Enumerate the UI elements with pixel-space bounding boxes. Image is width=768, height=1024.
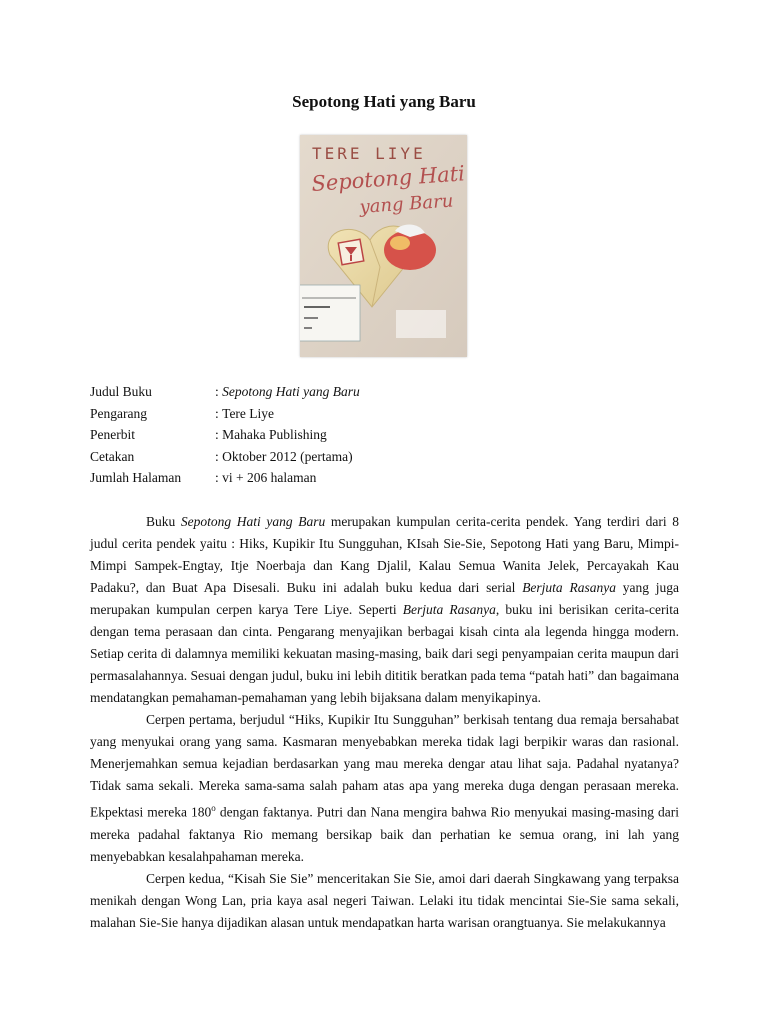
book-info-label: Jumlah Halaman: [90, 470, 182, 485]
text-run: Cerpen pertama, berjudul “Hiks, Kupikir Itu Sungguhan” berkisah tentang dua remaja bersahabat yang menyukai orang yang sama. Kasmaran menyebabkan mereka tidak lagi berpikir waras dan rasional. Menerjemahkan semua kejadian berdasarkan yang mau mereka dengar atau lihat saja. Padahal nyatanya? Tidak sama sekali. Mereka sama-sama salah paham atas apa yang mereka duga dengan perasaan mereka. Ekpektasi mereka 180: [90, 712, 679, 820]
book-info-row: [90, 467, 360, 489]
text-run: Cerpen kedua, “Kisah Sie Sie” menceritakan Sie Sie, amoi dari daerah Singkawang yang terpaksa menikah dengan Wong Lan, pria kaya asal negeri Taiwan. Lelaki itu tidak mencintai Sie-Sie sama sekali, malahan Sie-Sie hanya dijadikan alasan untuk mendapatkan harta warisan orangtuanya. Sie melakukannya: [90, 870, 679, 930]
review-body: [90, 511, 679, 934]
book-info-label: Pengarang: [90, 405, 147, 421]
book-info-label: Cetakan: [90, 448, 135, 464]
text-run: Buku: [146, 514, 181, 529]
text-run: merupakan kumpulan cerita-cerita pendek. Yang terdiri dari 8 judul cerita pendek yaitu : Hiks, Kupikir Itu Sungguhan, KIsah Sie-Sie, Sepotong Hati yang Baru, Mimpi-Mimpi Sampek-Engtay, Itje Noerbaja dan Kang Djalil, Kalau Semua Wanita Jelek, Percayakah Kau Padaku?, dan Buat Apa Disesali. Buku ini adalah buku kedua dari serial: [90, 514, 679, 595]
text-run: , buku ini berisikan cerita-cerita dengan tema perasaan dan cinta. Pengarang menyajikan berbagai kisah cinta ala legenda hingga modern. Setiap cerita di dalamnya memiliki kekuatan masing-masing, baik dari segi penyampaian cerita maupun dari permasalahannya. Sesuai dengan judul, buku ini lebih dititik beratkan pada tema “patah hati” dan bagaimana mendatangkan pemahaman-pemahaman yang lebih bijaksana dalam menyikapinya.: [90, 602, 679, 705]
cover-author-lettering: TERE LIYE: [312, 144, 426, 163]
book-info-label: Judul Buku: [90, 384, 152, 399]
book-info-separator: :: [215, 384, 223, 399]
book-info-separator: :: [215, 470, 223, 485]
cover-title-line1: Sepotong Hati: [310, 161, 466, 196]
book-title-italic: Sepotong Hati yang Baru: [180, 514, 326, 529]
book-info-row: [90, 424, 360, 446]
series-title-italic: Berjuta Rasanya: [522, 580, 616, 595]
book-info-table: [90, 381, 360, 489]
book-info-value: Mahaka Publishing: [222, 427, 327, 442]
book-info-row: [90, 403, 360, 425]
cover-title-line2: yang Baru: [358, 190, 455, 218]
book-info-row: [90, 381, 360, 403]
book-info-separator: :: [215, 405, 223, 421]
book-info-value: Tere Liye: [222, 405, 275, 421]
paragraph-second-story: [90, 868, 679, 934]
paragraph-intro: [90, 511, 679, 709]
book-cover-image: [300, 135, 467, 357]
text-run: yang juga merupakan kumpulan cerpen karya Tere Liye. Seperti: [90, 580, 679, 617]
book-info-value: Oktober 2012 (pertama): [222, 448, 353, 464]
page-title: Sepotong Hati yang Baru: [292, 92, 476, 111]
text-run: dengan faktanya. Putri dan Nana mengira bahwa Rio menyukai masing-masing dari mereka padahal faktanya Rio memang bersikap baik dan perhatian ke semua orang, ini lah yang menyebabkan kesalahpahaman mereka.: [90, 804, 679, 864]
book-info-separator: :: [215, 427, 223, 442]
book-info-value: vi + 206 halaman: [222, 470, 317, 485]
degree-superscript: o: [211, 803, 216, 813]
book-info-row: [90, 446, 360, 468]
book-info-value: Sepotong Hati yang Baru: [222, 384, 360, 399]
book-info-label: Penerbit: [90, 427, 135, 442]
series-title-italic: Berjuta Rasanya: [402, 602, 496, 617]
book-info-separator: :: [215, 448, 223, 464]
paragraph-first-story: [90, 709, 679, 868]
library-sticker: [300, 285, 360, 341]
